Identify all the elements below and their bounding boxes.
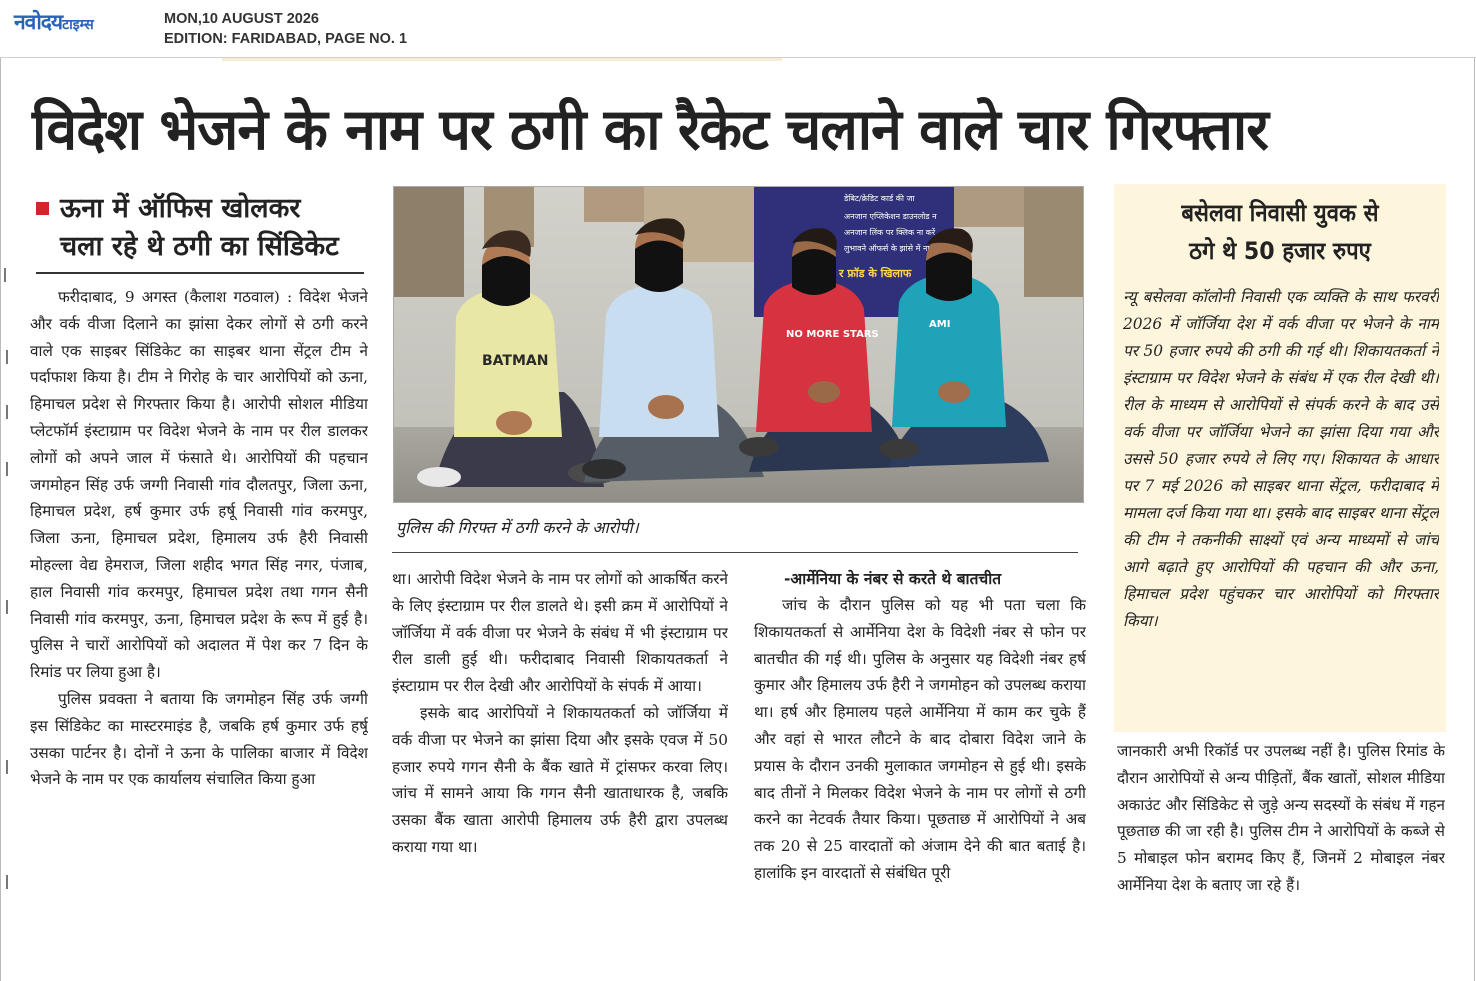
newspaper-logo[interactable] bbox=[14, 8, 94, 36]
svg-text:र फ्रॉड के खिलाफ: र फ्रॉड के खिलाफ bbox=[839, 267, 912, 280]
paragraph: जानकारी अभी रिकॉर्ड पर उपलब्ध नहीं है। पुलिस रिमांड के दौरान आरोपियों से अन्य पीड़ितों, बैंक खातों, सोशल मीडिया अकाउंट और सिंडिकेट से जुड़े अन्य सदस्यों के संबंध में गहन पूछताछ की जा रही है। पुलिस टीम ने आरोपियों के कब्जे से 5 मोबाइल फोन बरामद किए हैं, जिनमें 2 मोबाइल नंबर आर्मेनिया देश के बताए जा रहे हैं। bbox=[1117, 742, 1445, 894]
margin-mark bbox=[6, 600, 9, 614]
article-column-2 bbox=[392, 566, 728, 946]
header-accent-line bbox=[222, 58, 782, 61]
svg-text:BATMAN: BATMAN bbox=[482, 353, 549, 369]
paragraph: फरीदाबाद, 9 अगस्त (कैलाश गठवाल) : विदेश भेजने और वर्क वीजा दिलाने का झांसा देकर लोगों से ठगी करने वाले एक साइबर सिंडिकेट का साइबर थाना सेंट्रल टीम ने पर्दाफाश किया है। टीम ने गिरोह के चार आरोपियों को ऊना, हिमाचल प्रदेश से गिरफ्तार किया है। आरोपी सोशल मीडिया प्लेटफॉर्म इंस्टाग्राम पर विदेश भेजने के नाम पर रील डालकर लोगों को अपने जाल में फंसाते थे। आरोपियों की पहचान जगमोहन सिंह उर्फ जग्गी निवासी गांव दौलतपुर, जिला ऊना, हिमाचल प्रदेश, हर्ष कुमार उर्फ हर्षू निवासी गांव करमपुर, जिला ऊना, हिमाचल प्रदेश, हिमालय उर्फ हैरी निवासी मोहल्ला वेद्य हेमराज, जिला शहीद भगत सिंह नगर, पंजाब, हाल निवासी गांव करमपुर, हिमाचल प्रदेश तथा गगन सैनी निवासी गांव करमपुर, ऊना, हिमाचल प्रदेश के रूप में हुई है। पुलिस ने चारों आरोपियों को अदालत में पेश कर 7 दिन के रिमांड पर लिया हुआ है। bbox=[30, 288, 368, 682]
logo-main: नवोदय bbox=[14, 10, 63, 34]
photo-caption: पुलिस की गिरफ्त में ठगी करने के आरोपी। bbox=[396, 518, 639, 537]
svg-text:NO MORE STARS: NO MORE STARS bbox=[786, 329, 879, 340]
page-frame-right bbox=[1474, 58, 1475, 981]
margin-mark bbox=[6, 350, 9, 364]
paragraph: था। आरोपी विदेश भेजने के नाम पर लोगों को आकर्षित करने के लिए इंस्टाग्राम पर रील डालते थे। इसी क्रम में आरोपियों ने जॉर्जिया में वर्क वीजा पर भेजने के संबंध में भी इंस्टाग्राम पर रील डाली हुई थी। फरीदाबाद निवासी शिकायतकर्ता ने इंस्टाग्राम पर रील देखी और आरोपियों के संपर्क में आया। bbox=[392, 570, 728, 696]
page-frame-left bbox=[0, 58, 1, 981]
svg-text:अनजान लिंक पर क्लिक ना करें: अनजान लिंक पर क्लिक ना करें bbox=[844, 228, 936, 237]
article-photo[interactable] bbox=[393, 186, 1084, 503]
svg-text:AMI: AMI bbox=[929, 319, 951, 330]
sidebar-headline-line-2: ठगे थे 50 हजार रुपए bbox=[1189, 237, 1371, 265]
paragraph: जांच के दौरान पुलिस को यह भी पता चला कि शिकायतकर्ता से आर्मेनिया देश के विदेशी नंबर से फोन पर बातचीत की गई थी। पुलिस के अनुसार यह विदेशी नंबर हर्ष कुमार और हिमालय उर्फ हैरी ने जगमोहन को उपलब्ध कराया था। हर्ष और हिमालय पहले आर्मेनिया में काम कर चुके हैं और वहां से भारत लौटने के बाद दोबारा विदेश जाने के प्रयास के दौरान उनकी मुलाकात जगमोहन से हुई थी। इसके बाद तीनों ने मिलकर विदेश भेजने के नाम पर लोगों से ठगी करने का नेटवर्क तैयार किया। पूछताछ में आरोपियों ने अब तक 20 से 25 वारदातों को अंजाम देने की बात बताई है। हालांकि इन वारदातों से संबंधित पूरी bbox=[754, 596, 1086, 882]
subheadline-line-2: चला रहे थे ठगी का सिंडिकेट bbox=[60, 231, 339, 262]
margin-mark bbox=[6, 760, 9, 774]
svg-text:लुभावने ऑफर्स के झांसे में ना: लुभावने ऑफर्स के झांसे में ना bbox=[844, 244, 930, 253]
svg-text:अनजान एप्लिकेशन डाउनलोड न: अनजान एप्लिकेशन डाउनलोड न bbox=[844, 212, 937, 221]
margin-mark bbox=[6, 875, 9, 889]
logo-sub: टाइम्स bbox=[62, 17, 94, 33]
subheadline-line-1: ऊना में ऑफिस खोलकर bbox=[60, 193, 301, 224]
sidebar-headline bbox=[1127, 184, 1432, 270]
svg-text:डेबिट/क्रेडिट कार्ड की जा: डेबिट/क्रेडिट कार्ड की जा bbox=[844, 194, 915, 203]
edition-page: EDITION: FARIDABAD, PAGE NO. 1 bbox=[164, 31, 408, 47]
sidebar-box bbox=[1114, 184, 1446, 732]
margin-mark bbox=[6, 462, 9, 476]
article-column-4 bbox=[1117, 738, 1445, 950]
margin-mark bbox=[4, 268, 7, 282]
sidebar-body: न्यू बसेलवा कॉलोनी निवासी एक व्यक्ति के साथ फरवरी 2026 में जॉर्जिया देश में वर्क वीजा पर भेजने के नाम पर 50 हजार रुपये की ठगी की गई थी। शिकायतकर्ता ने इंस्टाग्राम पर विदेश भेजने के संबंध में एक रील देखी थी। रील के माध्यम से आरोपियों से संपर्क करने के बाद उसे वर्क वीजा पर जॉर्जिया भेजने का झांसा दिया गया और उससे 50 हजार रुपये ले लिए गए। शिकायत के आधार पर 7 मई 2026 को साइबर थाना सेंट्रल, फरीदाबाद में मामला दर्ज किया गया था। इसके बाद साइबर थाना सेंट्रल की टीम ने तकनीकी साक्ष्यों एवं अन्य माध्यमों से जांच आगे बढ़ाते हुए आरोपियों की पहचान की और ऊना, हिमाचल प्रदेश पहुंचकर चार आरोपियों को गिरफ्तार किया। bbox=[1123, 288, 1439, 630]
caption-rule bbox=[392, 552, 1078, 553]
article-subheadline bbox=[36, 190, 366, 266]
article-column-1 bbox=[30, 284, 368, 948]
edition-date: MON,10 AUGUST 2026 bbox=[164, 11, 319, 27]
page-header bbox=[0, 0, 1476, 58]
paragraph: इसके बाद आरोपियों ने शिकायतकर्ता को जॉर्जिया में वर्क वीजा पर भेजने का झांसा दिया और इसके एवज में 50 हजार रुपये गगन सैनी के बैंक खाते में ट्रांसफर करवा लिए। जांच में सामने आया कि गगन सैनी खाताधारक है, जबकि उसका बैंक खाता आरोपी हिमालय उर्फ हैरी द्वारा उपलब्ध कराया गया था। bbox=[392, 703, 728, 856]
sidebar-headline-line-1: बसेलवा निवासी युवक से bbox=[1181, 199, 1379, 227]
edition-info bbox=[164, 9, 407, 49]
article-headline: विदेश भेजने के नाम पर ठगी का रैकेट चलाने वाले चार गिरफ्तार bbox=[32, 97, 1268, 163]
red-square-bullet-icon bbox=[36, 202, 49, 215]
article-column-3 bbox=[754, 566, 1086, 948]
subheadline-rule bbox=[36, 272, 364, 274]
paragraph: पुलिस प्रवक्ता ने बताया कि जगमोहन सिंह उर्फ जग्गी इस सिंडिकेट का मास्टरमाइंड है, जबकि हर्ष कुमार उर्फ हर्षू उसका पार्टनर है। दोनों ने ऊना के पालिका बाजार में विदेश भेजने के नाम पर एक कार्यालय संचालित किया हुआ bbox=[30, 689, 368, 789]
section-heading: -आर्मेनिया के नंबर से करते थे बातचीत bbox=[784, 570, 1002, 588]
margin-mark bbox=[6, 405, 9, 419]
